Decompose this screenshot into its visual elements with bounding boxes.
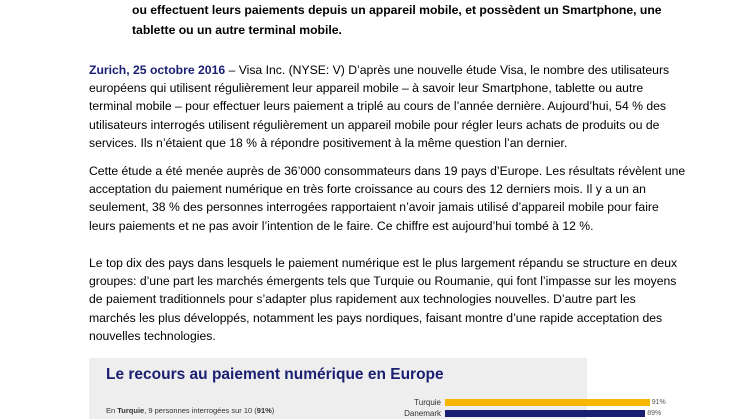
paragraph-line: utilisateurs interrogés utilisent régulièrement un appareil mobile pour régler leurs achats de produits ou de bbox=[89, 117, 660, 132]
paragraph-line: nouvelles technologies. bbox=[89, 328, 216, 343]
chart-note-country: Turquie bbox=[117, 406, 145, 415]
dateline: Zurich, 25 octobre 2016 bbox=[89, 63, 226, 77]
paragraph-2 bbox=[89, 162, 729, 235]
paragraph-line: acceptation du paiement numérique en très forte croissance au cours des 12 derniers mois. Il y a un an bbox=[89, 182, 646, 197]
paragraph-line: groupes: d’une part les marchés émergents tels que Turquie ou Roumanie, qui font l’impasse sur les moyens bbox=[89, 274, 677, 289]
paragraph-3 bbox=[89, 254, 729, 345]
chart-title: Le recours au paiement numérique en Europe bbox=[106, 366, 444, 383]
chart-bar-row bbox=[89, 409, 662, 418]
paragraph-line: seulement, 38 % des personnes interrogées rapportaient n’avoir jamais utilisé d’appareil mobile pour faire bbox=[89, 200, 659, 215]
chart-bar bbox=[445, 399, 650, 406]
chart-bar bbox=[445, 410, 645, 417]
chart-bar-row bbox=[89, 398, 666, 407]
paragraph-line-rest: – Visa Inc. (NYSE: V) D’après une nouvelle étude Visa, le nombre des utilisateurs bbox=[225, 63, 670, 77]
paragraph-1 bbox=[89, 61, 729, 152]
paragraph-line: marchés les plus développés, notamment les pays nordiques, faisant montre d’une rapide acceptation des bbox=[89, 310, 663, 325]
chart-note-prefix: En bbox=[106, 406, 118, 415]
paragraph-line: de paiement traditionnels pour s’adapter plus rapidement aux technologies nouvelles. D’autre part les bbox=[89, 292, 636, 307]
paragraph-line: terminal mobile – pour effectuer leurs paiement a triplé au cours de l’année dernière. Aujourd’hui, 54 % des bbox=[89, 99, 666, 114]
chart-card bbox=[89, 358, 666, 419]
paragraph-line: Le top dix des pays dans lesquels le paiement numérique est le plus largement répandu se structure en deux bbox=[89, 256, 678, 270]
chart-note-suffix: ) bbox=[271, 406, 275, 415]
paragraph-line: européens qui utilisent régulièrement leur appareil mobile – à savoir leur Smartphone, tablette ou autre bbox=[89, 81, 644, 96]
chart-value-label: 89% bbox=[647, 410, 662, 417]
chart-category-label: Turquie bbox=[414, 398, 441, 407]
intro-bold-text bbox=[132, 0, 712, 40]
intro-line: tablette ou un autre terminal mobile. bbox=[132, 23, 342, 37]
paragraph-line: services. Ils n’étaient que 18 % à répondre positivement à la même question l’an dernier. bbox=[89, 135, 568, 150]
chart-note-pct: 91% bbox=[256, 406, 272, 415]
paragraph-line: leurs paiements et ne pas avoir l’intention de le faire. Ce chiffre est aujourd’hui tombé à 12 %. bbox=[89, 218, 594, 233]
intro-line: ou effectuent leurs paiements depuis un appareil mobile, et possèdent un Smartphone, une bbox=[132, 3, 662, 17]
paragraph-line bbox=[89, 61, 729, 79]
chart-category-label: Danemark bbox=[404, 409, 441, 418]
chart-note-middle: , 9 personnes interrogées sur 10 ( bbox=[144, 406, 257, 415]
chart-value-label: 91% bbox=[651, 399, 666, 406]
paragraph-line: Cette étude a été menée auprès de 36’000 consommateurs dans 19 pays d’Europe. Les résultats révèlent une bbox=[89, 164, 686, 178]
